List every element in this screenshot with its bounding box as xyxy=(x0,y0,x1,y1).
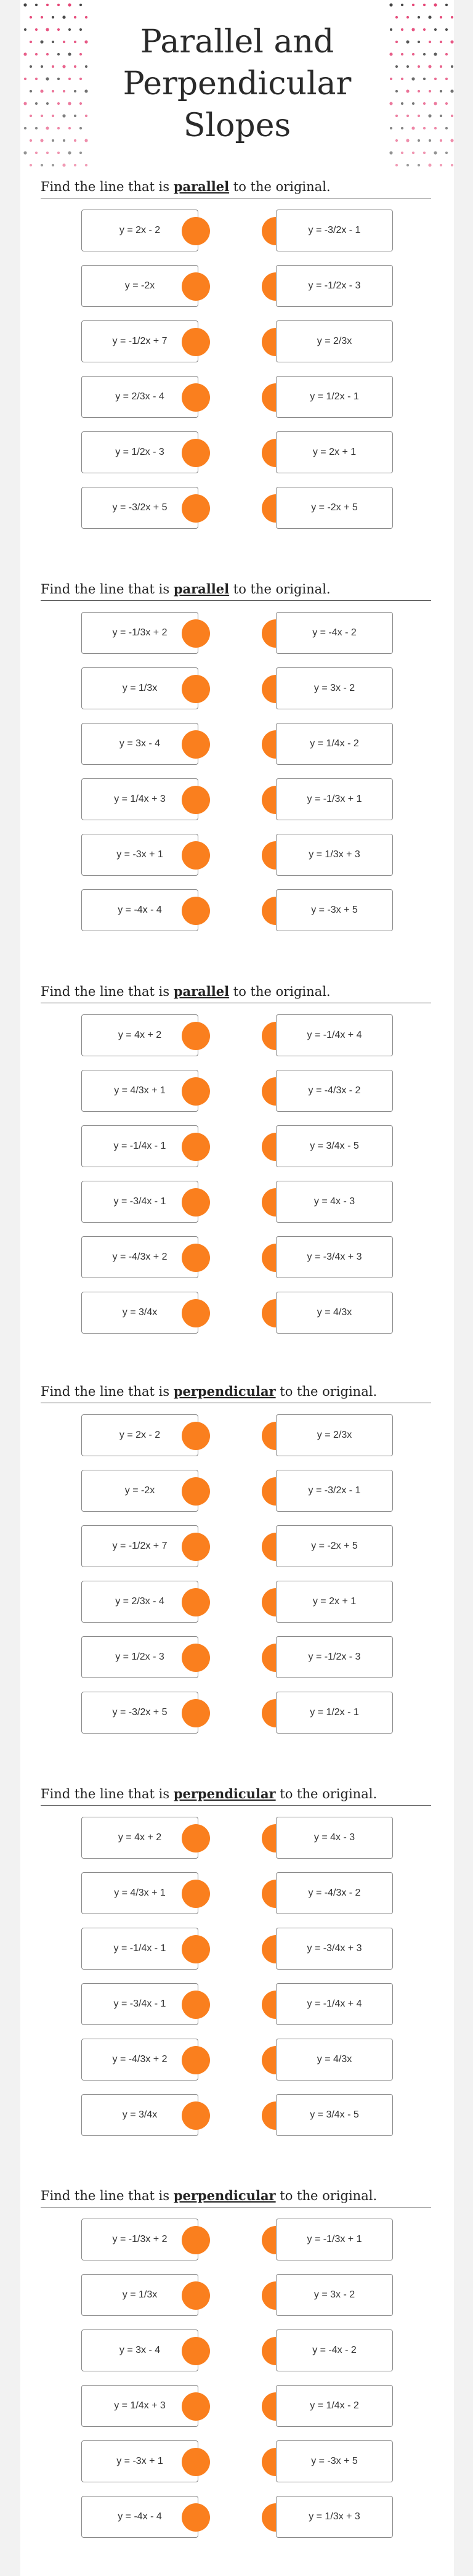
instruction-suffix: to the original. xyxy=(229,984,331,999)
instruction-keyword: perpendicular xyxy=(173,2188,276,2203)
answer-equation-card[interactable]: y = -1/3x + 1 xyxy=(276,2219,393,2260)
question-section xyxy=(20,179,454,513)
original-equation-card[interactable]: y = -3/4x - 1 xyxy=(81,1983,198,2025)
section-instruction xyxy=(41,179,431,198)
answer-equation-card[interactable]: y = 2/3x xyxy=(276,1414,393,1456)
connector-dot-left[interactable] xyxy=(182,2101,210,2130)
question-section xyxy=(20,1786,454,2120)
connector-dot-left[interactable] xyxy=(182,328,210,356)
answer-equation-card[interactable]: y = 2x + 1 xyxy=(276,1581,393,1623)
answer-equation-card[interactable]: y = -4/3x - 2 xyxy=(276,1872,393,1914)
original-equation-card[interactable]: y = -3/2x + 5 xyxy=(81,1692,198,1734)
instruction-prefix: Find the line that is xyxy=(41,179,174,194)
original-equation-card[interactable]: y = -2x xyxy=(81,265,198,307)
original-equation-card[interactable]: y = 1/4x + 3 xyxy=(81,2385,198,2427)
original-equation-card[interactable]: y = -4/3x + 2 xyxy=(81,1236,198,1278)
original-equation-card[interactable]: y = -4x - 4 xyxy=(81,889,198,931)
match-row xyxy=(20,320,454,364)
original-equation-card[interactable]: y = 3/4x xyxy=(81,1292,198,1334)
question-section xyxy=(20,984,454,1318)
question-section xyxy=(20,581,454,915)
match-row xyxy=(20,723,454,766)
section-instruction xyxy=(41,984,431,1003)
answer-equation-card[interactable]: y = -3/4x + 3 xyxy=(276,1236,393,1278)
original-equation-card[interactable]: y = 4/3x + 1 xyxy=(81,1070,198,1112)
original-equation-card[interactable]: y = -1/2x + 7 xyxy=(81,320,198,362)
original-equation-card[interactable]: y = 2x - 2 xyxy=(81,210,198,251)
answer-equation-card[interactable]: y = 3/4x - 5 xyxy=(276,2094,393,2136)
original-equation-card[interactable]: y = 3x - 4 xyxy=(81,723,198,765)
connector-dot-left[interactable] xyxy=(182,1188,210,1217)
match-row xyxy=(20,1125,454,1168)
connector-dot-left[interactable] xyxy=(182,1644,210,1672)
answer-equation-card[interactable]: y = 1/3x + 3 xyxy=(276,834,393,876)
answer-equation-card[interactable]: y = -3/4x + 3 xyxy=(276,1928,393,1970)
match-row xyxy=(20,2274,454,2317)
answer-equation-card[interactable]: y = 4x - 3 xyxy=(276,1181,393,1223)
match-row xyxy=(20,889,454,932)
worksheet-title xyxy=(88,21,386,147)
answer-equation-card[interactable]: y = 3x - 2 xyxy=(276,667,393,709)
connector-dot-left[interactable] xyxy=(182,1022,210,1050)
answer-equation-card[interactable]: y = -1/4x + 4 xyxy=(276,1983,393,2025)
instruction-keyword: parallel xyxy=(173,179,230,194)
answer-equation-card[interactable]: y = -1/3x + 1 xyxy=(276,778,393,820)
match-row xyxy=(20,1636,454,1679)
original-equation-card[interactable]: y = 1/3x xyxy=(81,2274,198,2316)
original-equation-card[interactable]: y = 4/3x + 1 xyxy=(81,1872,198,1914)
original-equation-card[interactable]: y = 1/3x xyxy=(81,667,198,709)
answer-equation-card[interactable]: y = -1/2x - 3 xyxy=(276,1636,393,1678)
match-row xyxy=(20,2496,454,2539)
answer-equation-card[interactable]: y = 4x - 3 xyxy=(276,1817,393,1859)
question-section xyxy=(20,1384,454,1718)
answer-equation-card[interactable]: y = 1/3x + 3 xyxy=(276,2496,393,2538)
connector-dot-left[interactable] xyxy=(182,786,210,814)
connector-dot-left[interactable] xyxy=(182,2226,210,2254)
original-equation-card[interactable]: y = -3x + 1 xyxy=(81,2440,198,2482)
answer-equation-card[interactable]: y = 1/4x - 2 xyxy=(276,723,393,765)
match-row xyxy=(20,2219,454,2262)
connector-dot-left[interactable] xyxy=(182,2281,210,2310)
match-row xyxy=(20,612,454,655)
connector-dot-left[interactable] xyxy=(182,1880,210,1908)
instruction-keyword: parallel xyxy=(173,581,230,597)
original-equation-card[interactable]: y = 4x + 2 xyxy=(81,1817,198,1859)
decorative-dots-right xyxy=(386,0,454,176)
answer-equation-card[interactable]: y = -3/2x - 1 xyxy=(276,210,393,251)
connector-dot-left[interactable] xyxy=(182,1935,210,1963)
answer-equation-card[interactable]: y = 3/4x - 5 xyxy=(276,1125,393,1167)
answer-equation-card[interactable]: y = 4/3x xyxy=(276,1292,393,1334)
match-row xyxy=(20,487,454,530)
match-row xyxy=(20,1070,454,1113)
match-row xyxy=(20,2039,454,2082)
match-row xyxy=(20,2440,454,2484)
answer-equation-card[interactable]: y = 1/2x - 1 xyxy=(276,376,393,418)
instruction-suffix: to the original. xyxy=(275,1384,378,1399)
connector-dot-left[interactable] xyxy=(182,272,210,301)
connector-dot-left[interactable] xyxy=(182,1588,210,1616)
instruction-prefix: Find the line that is xyxy=(41,2188,174,2203)
connector-dot-left[interactable] xyxy=(182,2448,210,2476)
original-equation-card[interactable]: y = 2/3x - 4 xyxy=(81,1581,198,1623)
answer-equation-card[interactable]: y = 1/4x - 2 xyxy=(276,2385,393,2427)
connector-dot-left[interactable] xyxy=(182,2503,210,2532)
match-row xyxy=(20,1872,454,1915)
connector-dot-left[interactable] xyxy=(182,897,210,925)
instruction-suffix: to the original. xyxy=(229,179,331,194)
original-equation-card[interactable]: y = -1/4x - 1 xyxy=(81,1928,198,1970)
instruction-suffix: to the original. xyxy=(275,2188,378,2203)
connector-dot-left[interactable] xyxy=(182,439,210,467)
match-row xyxy=(20,431,454,475)
instruction-keyword: parallel xyxy=(173,984,230,999)
match-row xyxy=(20,2094,454,2137)
match-row xyxy=(20,210,454,253)
answer-equation-card[interactable]: y = 2x + 1 xyxy=(276,431,393,473)
title-line-3: Slopes xyxy=(183,107,291,144)
original-equation-card[interactable]: y = -1/3x + 2 xyxy=(81,2219,198,2260)
connector-dot-left[interactable] xyxy=(182,1477,210,1506)
match-row xyxy=(20,1414,454,1457)
original-equation-card[interactable]: y = -3/4x - 1 xyxy=(81,1181,198,1223)
match-row xyxy=(20,265,454,308)
match-row xyxy=(20,1817,454,1860)
original-equation-card[interactable]: y = 3/4x xyxy=(81,2094,198,2136)
original-equation-card[interactable]: y = 2/3x - 4 xyxy=(81,376,198,418)
instruction-prefix: Find the line that is xyxy=(41,582,174,597)
connector-dot-left[interactable] xyxy=(182,2046,210,2074)
match-row xyxy=(20,1236,454,1279)
original-equation-card[interactable]: y = 1/2x - 3 xyxy=(81,1636,198,1678)
original-equation-card[interactable]: y = -4/3x + 2 xyxy=(81,2039,198,2081)
connector-dot-left[interactable] xyxy=(182,675,210,703)
answer-equation-card[interactable]: y = -4x - 2 xyxy=(276,2329,393,2371)
match-row xyxy=(20,667,454,711)
question-section xyxy=(20,2188,454,2522)
answer-equation-card[interactable]: y = -4x - 2 xyxy=(276,612,393,654)
answer-equation-card[interactable]: y = -2x + 5 xyxy=(276,1525,393,1567)
match-row xyxy=(20,1928,454,1971)
match-row xyxy=(20,834,454,877)
connector-dot-left[interactable] xyxy=(182,217,210,245)
match-row xyxy=(20,376,454,419)
match-row xyxy=(20,1983,454,2026)
section-instruction xyxy=(41,2188,431,2207)
connector-dot-left[interactable] xyxy=(182,1991,210,2019)
original-equation-card[interactable]: y = -1/2x + 7 xyxy=(81,1525,198,1567)
section-instruction xyxy=(41,1384,431,1403)
answer-equation-card[interactable]: y = 3x - 2 xyxy=(276,2274,393,2316)
answer-equation-card[interactable]: y = -3x + 5 xyxy=(276,889,393,931)
connector-dot-left[interactable] xyxy=(182,1244,210,1272)
instruction-prefix: Find the line that is xyxy=(41,1384,174,1399)
connector-dot-left[interactable] xyxy=(182,841,210,870)
original-equation-card[interactable]: y = -3/2x + 5 xyxy=(81,487,198,529)
connector-dot-left[interactable] xyxy=(182,1077,210,1106)
instruction-keyword: perpendicular xyxy=(173,1384,276,1399)
answer-equation-card[interactable]: y = -1/4x + 4 xyxy=(276,1014,393,1056)
connector-dot-left[interactable] xyxy=(182,494,210,523)
match-row xyxy=(20,1292,454,1335)
connector-dot-left[interactable] xyxy=(182,1299,210,1327)
answer-equation-card[interactable]: y = -3x + 5 xyxy=(276,2440,393,2482)
match-row xyxy=(20,1470,454,1513)
instruction-prefix: Find the line that is xyxy=(41,1787,174,1801)
original-equation-card[interactable]: y = -1/3x + 2 xyxy=(81,612,198,654)
match-row xyxy=(20,1581,454,1624)
match-row xyxy=(20,2329,454,2373)
original-equation-card[interactable]: y = -4x - 4 xyxy=(81,2496,198,2538)
match-row xyxy=(20,1692,454,1735)
connector-dot-left[interactable] xyxy=(182,1824,210,1853)
answer-equation-card[interactable]: y = -4/3x - 2 xyxy=(276,1070,393,1112)
instruction-suffix: to the original. xyxy=(229,582,331,597)
match-row xyxy=(20,778,454,821)
answer-equation-card[interactable]: y = -3/2x - 1 xyxy=(276,1470,393,1512)
connector-dot-left[interactable] xyxy=(182,1533,210,1561)
title-line-2: Perpendicular xyxy=(123,65,352,102)
connector-dot-left[interactable] xyxy=(182,619,210,648)
connector-dot-left[interactable] xyxy=(182,1422,210,1450)
match-row xyxy=(20,1014,454,1058)
answer-equation-card[interactable]: y = 4/3x xyxy=(276,2039,393,2081)
answer-equation-card[interactable]: y = 2/3x xyxy=(276,320,393,362)
answer-equation-card[interactable]: y = 1/2x - 1 xyxy=(276,1692,393,1734)
match-row xyxy=(20,1525,454,1568)
connector-dot-left[interactable] xyxy=(182,2392,210,2421)
section-instruction xyxy=(41,1786,431,1806)
original-equation-card[interactable]: y = -2x xyxy=(81,1470,198,1512)
instruction-prefix: Find the line that is xyxy=(41,984,174,999)
decorative-dots-left xyxy=(20,0,88,176)
match-row xyxy=(20,1181,454,1224)
original-equation-card[interactable]: y = 3x - 4 xyxy=(81,2329,198,2371)
connector-dot-left[interactable] xyxy=(182,730,210,759)
worksheet-page xyxy=(20,0,454,2576)
connector-dot-left[interactable] xyxy=(182,1133,210,1161)
connector-dot-left[interactable] xyxy=(182,383,210,412)
answer-equation-card[interactable]: y = -2x + 5 xyxy=(276,487,393,529)
original-equation-card[interactable]: y = 1/4x + 3 xyxy=(81,778,198,820)
connector-dot-left[interactable] xyxy=(182,2337,210,2365)
connector-dot-left[interactable] xyxy=(182,1699,210,1727)
original-equation-card[interactable]: y = 4x + 2 xyxy=(81,1014,198,1056)
section-instruction xyxy=(41,581,431,601)
match-row xyxy=(20,2385,454,2428)
original-equation-card[interactable]: y = -1/4x - 1 xyxy=(81,1125,198,1167)
original-equation-card[interactable]: y = -3x + 1 xyxy=(81,834,198,876)
answer-equation-card[interactable]: y = -1/2x - 3 xyxy=(276,265,393,307)
original-equation-card[interactable]: y = 2x - 2 xyxy=(81,1414,198,1456)
instruction-keyword: perpendicular xyxy=(173,1786,276,1801)
title-line-1: Parallel and xyxy=(140,23,334,60)
original-equation-card[interactable]: y = 1/2x - 3 xyxy=(81,431,198,473)
instruction-suffix: to the original. xyxy=(275,1787,378,1801)
